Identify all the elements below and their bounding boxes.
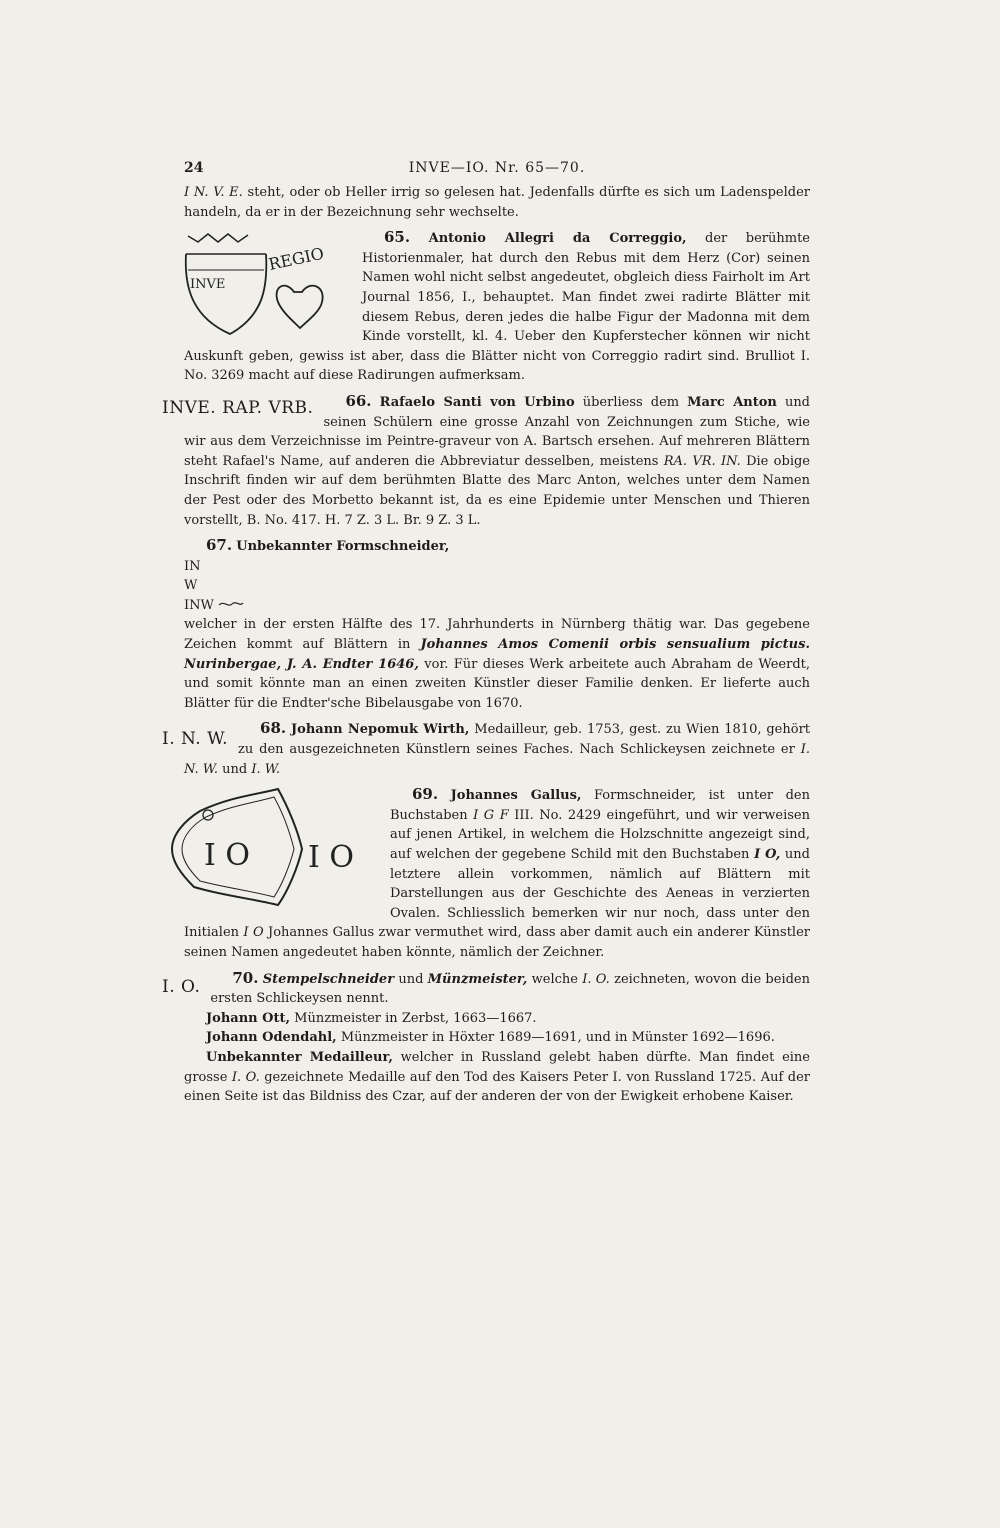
mark-in: IN [184, 558, 201, 574]
io-mark: I. O. [162, 976, 201, 997]
entry-70-medailleur [184, 1048, 810, 1107]
entry-68-m2: I. W. [251, 761, 280, 777]
page-text [162, 153, 811, 1107]
mark-regio-text: REGIO [266, 243, 326, 275]
ott-name: Johann Ott, [206, 1010, 290, 1026]
entry-69-m1: I G F [473, 807, 509, 823]
entry-70 [162, 968, 810, 1009]
entry-66-text-1: überliess dem [574, 394, 688, 410]
entry-69-text-3: und letztere allein vorkommen, nämlich auf Blättern mit Darstellungen aus der Geschichte des Aeneas in verzierten Ovalen. Schliesslich bemerken wir nur noch, dass unter den Initialen [184, 847, 810, 941]
entry-68 [162, 719, 811, 779]
entry-65-number: 65. [384, 228, 411, 247]
entry-66-text-2: und seinen Schülern eine grosse Anzahl von Zeichnungen zum Stiche, wie wir aus dem Verzeichnisse im Peintre-graveur von A. Bartsch ersehen. Auf mehreren Blättern steht Rafael's Name, auf anderen die Abbreviatur desselben, meistens [184, 394, 811, 469]
entry-70-it1: Stempelschneider [262, 971, 395, 987]
medailleur-name: Unbekannter Medailleur, [206, 1049, 393, 1065]
entry-66 [162, 391, 811, 530]
medailleur-text-2: gezeichnete Medaille auf den Tod des Kaisers Peter I. von Russland 1725. Auf der einen Seite ist das Bildniss des Czar, auf der anderen der von der Ewigkeit erhobene Kaiser. [184, 1069, 811, 1105]
entry-69-m2: I O, [754, 847, 781, 862]
correggio-rebus-mark [182, 230, 352, 340]
entry-66-name: Rafaelo Santi von Urbino [379, 394, 575, 410]
odendahl-text: Münzmeister in Höxter 1689—1691, und in Münster 1692—1696. [336, 1030, 775, 1046]
entry-70-text-3: zeichneten, wovon die beiden ersten Schlickeysen nennt. [210, 971, 810, 1007]
entry-69-text-2: III. No. 2429 eingeführt, und wir verweisen auf jenen Artikel, in welchem die Holzschnitte angezeigt sind, auf welchen der gegebene Schild mit den Buchstaben [390, 807, 811, 862]
medailleur-text-1: welcher in Russland gelebt haben dürfte. Man findet eine grosse [184, 1049, 810, 1085]
intro-lead: I N. V. E. [184, 185, 243, 200]
entry-70-m1: I. O. [582, 971, 610, 987]
entry-69-m3: I O [243, 925, 264, 941]
entry-70-it2: Münzmeister, [427, 971, 528, 987]
wirth-mark: I. N. W. [162, 729, 229, 750]
running-title: INVE—IO. Nr. 65—70. [408, 160, 586, 176]
entry-69-text-4: Johannes Gallus zwar vermuthet wird, dass aber damit auch ein anderer Künstler seinen Namen angedeutet haben könnte, nämlich der Zeichner. [184, 925, 810, 960]
mark-w: W [184, 578, 198, 594]
entry-66-abbr: RA. VR. IN. [663, 453, 741, 469]
entry-70-text-1: und [394, 971, 428, 987]
page-number: 24 [184, 160, 204, 176]
entry-67-book: Johannes Amos Comenii orbis sensualium pictus. Nurinbergae, J. A. Endter 1646, [184, 637, 810, 672]
entry-69 [184, 785, 810, 962]
entry-67-text-2: vor. Für dieses Werk arbeitete auch Abraham de Weerdt, und somit könnte man an einen zweiten Künstler dieser Familie denken. Er lieferte auch Blätter für die Endter'sche Bibelausgabe von 1670. [184, 656, 811, 711]
entry-66-name-2: Marc Anton [687, 394, 777, 410]
entry-69-number: 69. [412, 785, 439, 804]
rafael-mark: INVE. RAP. VRB. [162, 397, 314, 418]
entry-67-number: 67. [206, 536, 233, 555]
intro-paragraph [184, 183, 810, 222]
entry-69-text-1: Formschneider, ist unter den Buchstaben [390, 788, 811, 823]
page-header [184, 153, 810, 183]
entry-68-number: 68. [260, 719, 287, 738]
entry-68-name: Johann Nepomuk Wirth, [291, 722, 470, 738]
intro-text: steht, oder ob Heller irrig so gelesen hat. Jedenfalls dürfte es sich um Ladenspelder handeln, da er in der Bezeichnung sehr wechselte. [184, 185, 811, 220]
entry-70-number: 70. [232, 968, 259, 987]
shield-letters: I O [204, 838, 250, 874]
entry-70-odendahl [184, 1028, 810, 1048]
odendahl-name: Johann Odendahl, [206, 1030, 337, 1046]
mark-inw [184, 596, 810, 616]
flourish-icon [218, 599, 244, 609]
rebus-heart-shield-icon [182, 230, 352, 340]
entry-67 [184, 536, 810, 557]
ott-text: Münzmeister in Zerbst, 1663—1667. [290, 1010, 537, 1026]
mark-io-text: I O [308, 840, 354, 876]
entry-65-text: der berühmte Historienmaler, hat durch den Rebus mit dem Herz (Cor) seinen Namen wohl nicht selbst angedeutet, obgleich diess Fairholt im Art Journal 1856, I., behauptet. Man findet zwei radirte Blätter mit diesem Rebus, deren jedes die halbe Figur der Madonna mit dem Kinde vorstellt, kl. 4. Ueber den Kupferstecher können wir nicht Auskunft geben, gewiss ist aber, dass die Blätter nicht von Correggio radirt sind. Brulliot I. No. 3269 macht auf diese Radirungen aufmerksam. [184, 231, 810, 384]
entry-66-number: 66. [345, 391, 372, 410]
entry-70-ott [184, 1009, 810, 1029]
entry-69-name: Johannes Gallus, [450, 788, 582, 804]
entry-67-name: Unbekannter Formschneider, [236, 539, 450, 555]
entry-67-text-1: welcher in der ersten Hälfte des 17. Jahrhunderts in Nürnberg thätig war. Das gegebene Zeichen kommt auf Blättern in [184, 617, 810, 653]
entry-65-name: Antonio Allegri da Correggio, [428, 231, 687, 247]
shield-icon [160, 787, 380, 911]
entry-70-text-2: welche [527, 971, 583, 987]
entry-68-m1: I. N. W. [184, 742, 810, 777]
entry-65 [184, 228, 810, 386]
mark-inve-text: INVE [190, 277, 226, 293]
gallus-shield-mark [160, 787, 380, 911]
medailleur-mark: I. O. [231, 1069, 260, 1085]
entry-66-text-3: Die obige Inschrift finden wir auf dem berühmten Blatte des Marc Anton, welches unter dem Namen der Pest oder des Morbetto bekannt ist, da es eine Epidemie unter Menschen und Thieren vorstellt, B. No. 417. H. 7 Z. 3 L. Br. 9 Z. 3 L. [184, 453, 810, 528]
mark-inw-text: INW [184, 597, 214, 613]
entry-68-text-2: und [218, 761, 252, 777]
entry-68-text-1: Medailleur, geb. 1753, gest. zu Wien 1810, gehört zu den ausgezeichneten Künstlern seines Faches. Nach Schlickeysen zeichnete er [238, 722, 811, 758]
